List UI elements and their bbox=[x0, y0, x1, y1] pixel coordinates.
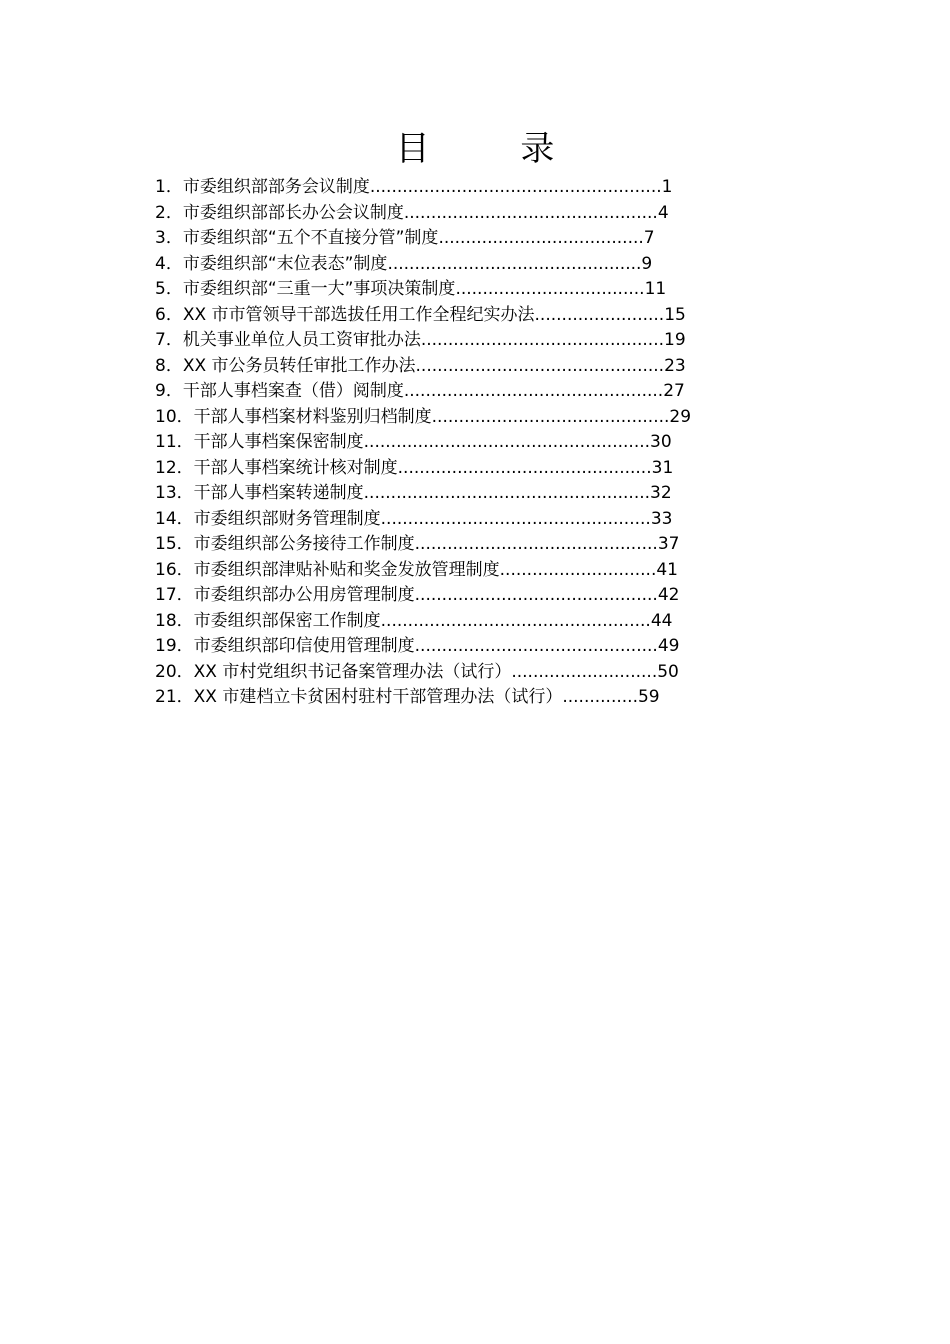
toc-entry bbox=[155, 583, 691, 609]
toc-list bbox=[155, 175, 691, 711]
toc-entry-page: 27 bbox=[663, 381, 685, 401]
toc-entry-text: 12．干部人事档案统计核对制度 bbox=[155, 457, 398, 478]
toc-entry-leader: .................................................. bbox=[380, 508, 651, 529]
toc-entry-page: 23 bbox=[664, 355, 686, 376]
toc-entry-leader: ................................... bbox=[455, 279, 645, 299]
toc-entry bbox=[155, 609, 691, 635]
toc-entry-leader: ............................................ bbox=[431, 406, 670, 427]
toc-entry-page: 30 bbox=[650, 432, 672, 452]
toc-entry-text: 18．市委组织部保密工作制度 bbox=[155, 610, 381, 631]
toc-entry bbox=[155, 685, 691, 711]
toc-entry-leader: ............................................... bbox=[397, 457, 652, 478]
toc-entry bbox=[155, 456, 691, 482]
toc-entry-text: 1．市委组织部部务会议制度 bbox=[155, 177, 370, 197]
toc-entry-page: 33 bbox=[650, 508, 673, 529]
toc-entry bbox=[155, 558, 691, 584]
toc-entry-page: 44 bbox=[650, 610, 673, 631]
toc-entry-leader: ................................................ bbox=[403, 381, 664, 401]
toc-entry-page: 19 bbox=[664, 330, 686, 350]
toc-entry bbox=[155, 405, 691, 431]
toc-entry-text: 2．市委组织部部长办公会议制度 bbox=[155, 202, 404, 223]
toc-entry-text: 21．XX 市建档立卡贫困村驻村干部管理办法（试行） bbox=[155, 687, 563, 707]
toc-entry-page: 29 bbox=[669, 406, 692, 427]
toc-entry-leader: ............................................... bbox=[387, 253, 642, 274]
toc-entry-text: 10．干部人事档案材料鉴别归档制度 bbox=[155, 406, 432, 427]
toc-entry-leader: ...................................................... bbox=[369, 177, 662, 197]
toc-entry-page: 41 bbox=[656, 559, 678, 580]
toc-entry-leader: ..................................................... bbox=[363, 432, 651, 452]
toc-entry-text: 13．干部人事档案转递制度 bbox=[155, 483, 364, 503]
toc-entry bbox=[155, 481, 691, 507]
toc-entry-text: 3．市委组织部“五个不直接分管”制度 bbox=[155, 228, 439, 248]
toc-entry-page: 7 bbox=[643, 228, 655, 248]
toc-entry-leader: .............................................. bbox=[415, 355, 665, 376]
toc-entry-text: 5．市委组织部“三重一大”事项决策制度 bbox=[155, 279, 456, 299]
toc-entry-page: 59 bbox=[637, 687, 660, 707]
toc-entry-leader: ........................ bbox=[534, 304, 665, 325]
toc-entry-text: 4．市委组织部“末位表态”制度 bbox=[155, 253, 388, 274]
toc-entry-leader: ..................................................... bbox=[363, 483, 651, 503]
toc-entry-page: 32 bbox=[650, 483, 672, 503]
toc-entry bbox=[155, 201, 691, 227]
toc-entry bbox=[155, 379, 691, 405]
toc-entry-page: 11 bbox=[644, 279, 667, 299]
toc-entry-page: 9 bbox=[641, 253, 653, 274]
toc-entry bbox=[155, 175, 691, 201]
toc-entry-leader: ............................................. bbox=[414, 585, 658, 605]
toc-entry-leader: ............................................. bbox=[414, 534, 658, 554]
toc-entry bbox=[155, 660, 691, 686]
toc-entry-leader: ............................................. bbox=[414, 636, 658, 656]
toc-entry bbox=[155, 303, 691, 329]
toc-entry-page: 31 bbox=[651, 457, 674, 478]
toc-entry-page: 15 bbox=[664, 304, 686, 325]
toc-entry-leader: ........................... bbox=[511, 661, 658, 682]
toc-title: 目 录 bbox=[395, 129, 595, 169]
toc-entry-page: 37 bbox=[657, 534, 680, 554]
toc-entry-text: 17．市委组织部办公用房管理制度 bbox=[155, 585, 415, 605]
toc-entry-text: 8．XX 市公务员转任审批工作办法 bbox=[155, 355, 416, 376]
toc-entry-text: 9．干部人事档案查（借）阅制度 bbox=[155, 381, 404, 401]
toc-entry-page: 4 bbox=[657, 202, 669, 223]
toc-entry bbox=[155, 252, 691, 278]
toc-entry bbox=[155, 634, 691, 660]
toc-entry-text: 15．市委组织部公务接待工作制度 bbox=[155, 534, 415, 554]
toc-entry-text: 19．市委组织部印信使用管理制度 bbox=[155, 636, 415, 656]
toc-entry-leader: .............. bbox=[562, 687, 638, 707]
toc-entry-text: 6．XX 市市管领导干部选拔任用工作全程纪实办法 bbox=[155, 304, 535, 325]
toc-entry bbox=[155, 277, 691, 303]
toc-entry bbox=[155, 226, 691, 252]
toc-entry-text: 16．市委组织部津贴补贴和奖金发放管理制度 bbox=[155, 559, 500, 580]
toc-entry bbox=[155, 430, 691, 456]
toc-entry-leader: ...................................... bbox=[438, 228, 644, 248]
toc-entry-text: 20．XX 市村党组织书记备案管理办法（试行） bbox=[155, 661, 512, 682]
toc-entry bbox=[155, 328, 691, 354]
toc-entry-leader: .................................................. bbox=[380, 610, 651, 631]
toc-entry-text: 7．机关事业单位人员工资审批办法 bbox=[155, 330, 421, 350]
toc-entry-page: 50 bbox=[657, 661, 679, 682]
toc-entry-text: 11．干部人事档案保密制度 bbox=[155, 432, 364, 452]
toc-entry-leader: ............................................... bbox=[403, 202, 658, 223]
toc-entry-page: 1 bbox=[661, 177, 673, 197]
toc-entry-leader: ............................. bbox=[499, 559, 657, 580]
toc-entry-text: 14．市委组织部财务管理制度 bbox=[155, 508, 381, 529]
toc-entry-leader: ............................................. bbox=[420, 330, 664, 350]
toc-entry-page: 42 bbox=[657, 585, 680, 605]
toc-entry bbox=[155, 532, 691, 558]
toc-entry-page: 49 bbox=[657, 636, 680, 656]
toc-entry bbox=[155, 507, 691, 533]
toc-entry bbox=[155, 354, 691, 380]
